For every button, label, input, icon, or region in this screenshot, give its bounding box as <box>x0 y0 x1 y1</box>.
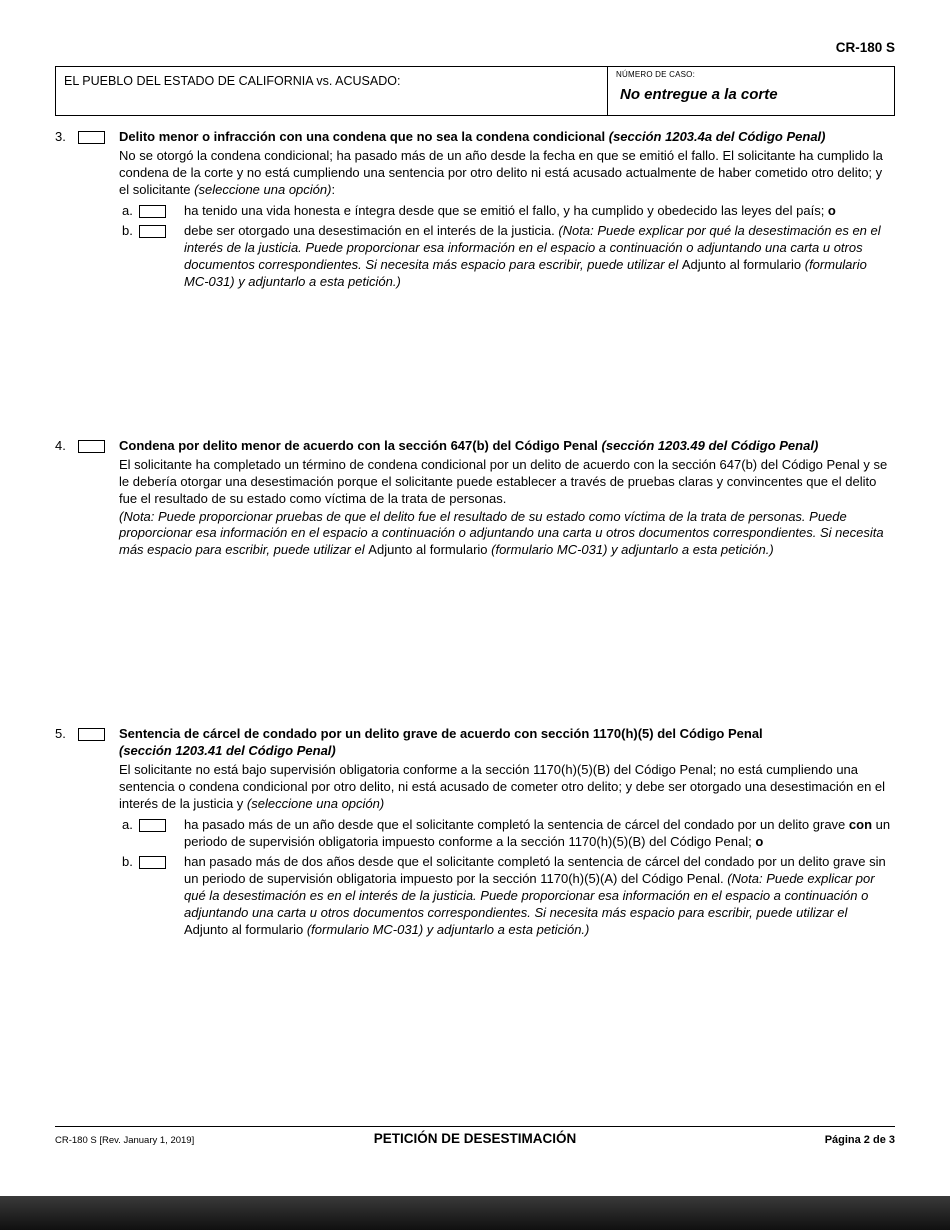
item-3a-letter: a. <box>122 202 133 218</box>
item-4-checkbox[interactable] <box>78 440 105 453</box>
footer-form-title: PETICIÓN DE DESESTIMACIÓN <box>373 1131 577 1146</box>
caption-box <box>55 66 895 116</box>
item-5b-checkbox[interactable] <box>139 856 166 869</box>
item-3b-checkbox[interactable] <box>139 225 166 238</box>
item-5a-letter: a. <box>122 816 133 832</box>
viewer-bottom-edge <box>0 1196 950 1230</box>
item-3a-text: ha tenido una vida honesta e íntegra desde que se emitió el fallo, y ha cumplido y obedecido las leyes del país; o <box>184 202 836 218</box>
item-5-checkbox[interactable] <box>78 728 105 741</box>
item-5a-text: ha pasado más de un año desde que el solicitante completó la sentencia de cárcel del condado por un delito grave con un periodo de supervisión obligatoria impuesto conforme a la sección 1170(h)(5)(B) del Código Penal; o <box>184 816 891 849</box>
page-footer <box>55 1126 895 1146</box>
item-5b-letter: b. <box>122 854 133 870</box>
item-3-title: Delito menor o infracción con una condena que no sea la condena condicional (sección 1203.4a del Código Penal) <box>119 129 826 144</box>
item-3a-checkbox[interactable] <box>139 205 166 218</box>
footer-page-number: Página 2 de 3 <box>824 1134 895 1146</box>
form-code: CR-180 S <box>835 40 895 55</box>
item-4-body: El solicitante ha completado un término de condena condicional por un delito de acuerdo con la sección 647(b) del Código Penal y se le debería otorgar una desestimación porque el solicitante puede establecer a través de pruebas claras y convincentes que el delito fue el resultado de su estado como víctima de la trata de personas. <box>119 456 888 506</box>
item-3-checkbox[interactable] <box>78 131 105 144</box>
item-4-title: Condena por delito menor de acuerdo con la sección 647(b) del Código Penal (sección 1203.49 del Código Penal) <box>119 438 819 454</box>
item-4-note: (Nota: Puede proporcionar pruebas de que el delito fue el resultado de su estado como víctima de la trata de personas. Puede proporcionar esa información en el espacio a continuación o adjuntando una carta u otros documentos correspondientes. Si necesita más espacio para escribir, puede utilizar el Adjunto al formulario (formulario MC-031) y adjuntarlo a esta petición.) <box>119 508 884 558</box>
item-3-body: No se otorgó la condena condicional; ha pasado más de un año desde la fecha en que se emitió el fallo. El solicitante ha cumplido la condena de la corte y no está cumpliendo una sentencia por otro delito ni está acusado actualmente de haber cometido otro delito; y el solicitante (seleccione una opción): <box>119 147 883 197</box>
party-label: EL PUEBLO DEL ESTADO DE CALIFORNIA vs. ACUSADO: <box>64 74 401 88</box>
footer-revision: CR-180 S [Rev. January 1, 2019] <box>55 1135 195 1146</box>
item-5 <box>55 726 895 939</box>
item-5-body: El solicitante no está bajo supervisión obligatoria conforme a la sección 1170(h)(5)(B) del Código Penal; no está cumpliendo una sentencia o condena condicional por otro delito, ni está acusado de cometer otro delito; y debe ser otorgado una desestimación en el interés de la justicia y (seleccione una opción) <box>119 762 886 811</box>
item-5a-checkbox[interactable] <box>139 819 166 832</box>
case-number-box <box>607 67 894 115</box>
item-5-title: Sentencia de cárcel de condado por un delito grave de acuerdo con sección 1170(h)(5) del Código Penal (sección 1203.41 del Código Penal) <box>119 726 763 759</box>
item-3b-letter: b. <box>122 223 133 239</box>
case-number-label: NÚMERO DE CASO: <box>616 70 696 79</box>
item-5-number: 5. <box>55 726 66 742</box>
item-3 <box>55 129 895 291</box>
item-4 <box>55 438 895 559</box>
case-number-value: No entregue a la corte <box>620 86 778 103</box>
item-3-number: 3. <box>55 129 66 144</box>
item-4-number: 4. <box>55 438 66 454</box>
item-5b-text: han pasado más de dos años desde que el solicitante completó la sentencia de cárcel del condado por un delito grave sin un periodo de supervisión obligatoria impuesto por la sección 1170(h)(5)(A) del Código Penal. (Nota: Puede explicar por qué la desestimación es en el interés de la justicia. Puede proporcionar esa información en el espacio a continuación o adjuntando una carta u otros documentos correspondientes. Si necesita más espacio para escribir, puede utilizar el Adjunto al formulario (formulario MC-031) y adjuntarlo a esta petición.) <box>184 854 886 938</box>
item-3b-text: debe ser otorgado una desestimación en el interés de la justicia. (Nota: Puede explicar por qué la desestimación es en el interés de la justicia. Puede proporcionar esa información en el espacio a continuación o adjuntando una carta u otros documentos correspondientes. Si necesita más espacio para escribir, puede utilizar el Adjunto al formulario (formulario MC-031) y adjuntarlo a esta petición.) <box>184 223 881 290</box>
